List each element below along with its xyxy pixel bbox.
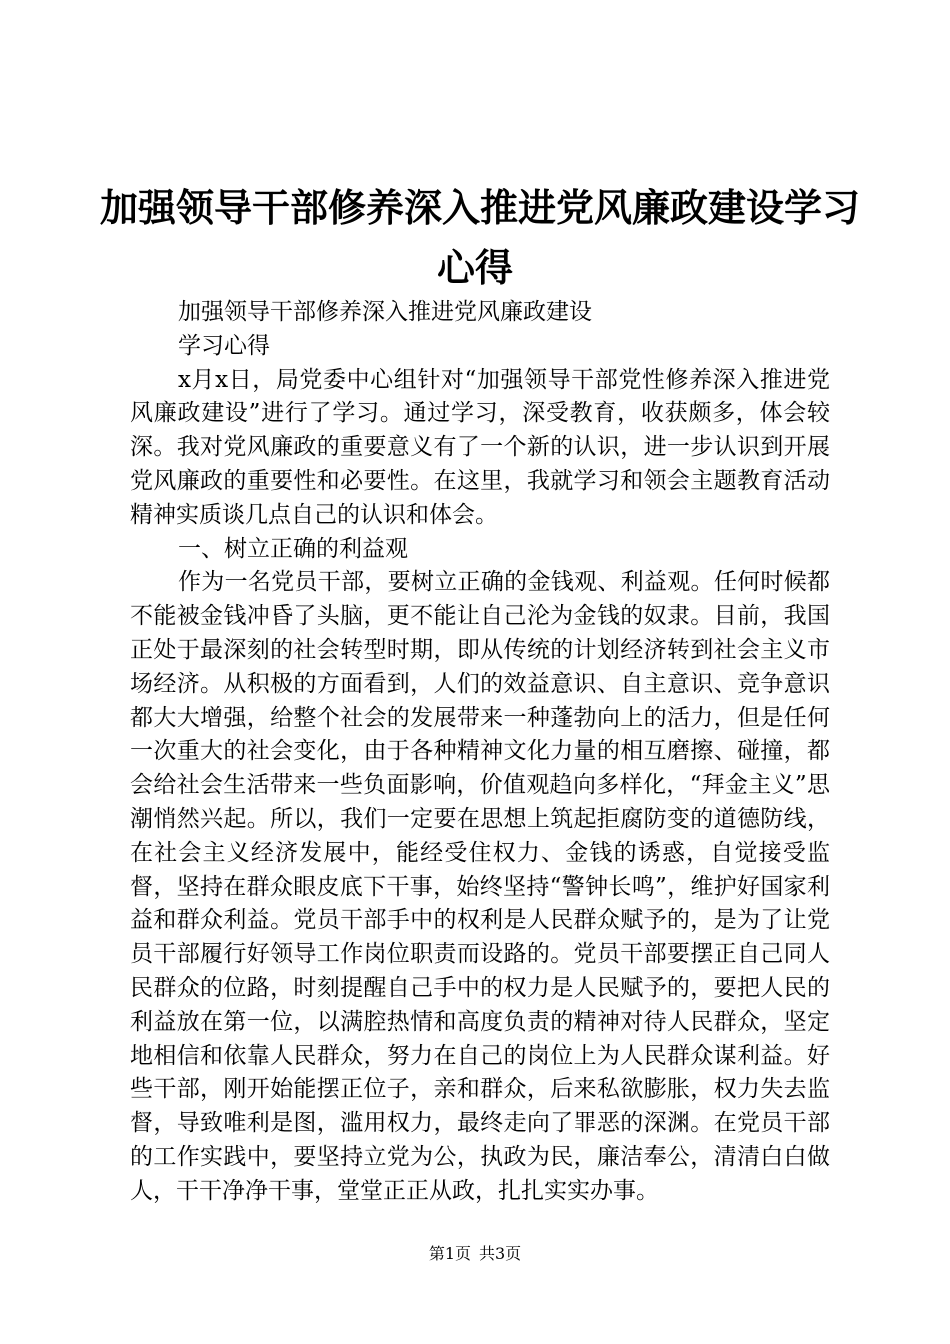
- page-footer: [0, 1244, 950, 1264]
- document-title-line-1: 加强领导干部修养深入推进党风廉政建设学习: [100, 186, 861, 230]
- subtitle-line-1: 加强领导干部修养深入推进党风廉政建设: [178, 299, 592, 325]
- document-title-line-2: 心得: [436, 246, 513, 290]
- body-paragraph-section-1: 作为一名党员干部，要树立正确的金钱观、利益观。任何时候都不能被金钱冲昏了头脑，更不能让自己沦为金钱的奴隶。目前，我国正处于最深刻的社会转型时期，即从传统的计划经济转到社会主义市场经济。从积极的方面看到，人们的效益意识、自主意识、竞争意识都大大增强，给整个社会的发展带来一种蓬勃向上的活力，但是任何一次重大的社会变化，由于各种精神文化力量的相互磨擦、碰撞，都会给社会生活带来一些负面影响，价值观趋向多样化，“拜金主义”思潮悄然兴起。所以，我们一定要在思想上筑起拒腐防变的道德防线，在社会主义经济发展中，能经受住权力、金钱的诱惑，自觉接受监督，坚持在群众眼皮底下干事，始终坚持“警钟长鸣”，维护好国家利益和群众利益。党员干部手中的权利是人民群众赋予的，是为了让党员干部履行好领导工作岗位职责而设路的。党员干部要摆正自己同人民群众的位路，时刻提醒自己手中的权力是人民赋予的，要把人民的利益放在第一位，以满腔热情和高度负责的精神对待人民群众，坚定地相信和依靠人民群众，努力在自己的岗位上为人民群众谋利益。好些干部，刚开始能摆正位子，亲和群众，后来私欲膨胀，权力失去监督，导致唯利是图，滥用权力，最终走向了罪恶的深渊。在党员干部的工作实践中，要坚持立党为公，执政为民，廉洁奉公，清清白白做人，干干净净干事，堂堂正正从政，扎扎实实办事。: [130, 569, 830, 1204]
- page-total: 共3页: [479, 1244, 522, 1263]
- document-body: [130, 296, 830, 1209]
- body-paragraph-intro: x月x日，局党委中心组针对“加强领导干部党性修养深入推进党风廉政建设”进行了学习。通过学习，深受教育，收获颇多，体会较深。我对党风廉政的重要意义有了一个新的认识，进一步认识到开展党风廉政的重要性和必要性。在这里，我就学习和领会主题教育活动精神实质谈几点自己的认识和体会。: [130, 366, 830, 528]
- subtitle-line-2: 学习心得: [178, 332, 270, 359]
- section-heading: 一、树立正确的利益观: [178, 535, 408, 562]
- page-number: 第1页: [428, 1244, 471, 1263]
